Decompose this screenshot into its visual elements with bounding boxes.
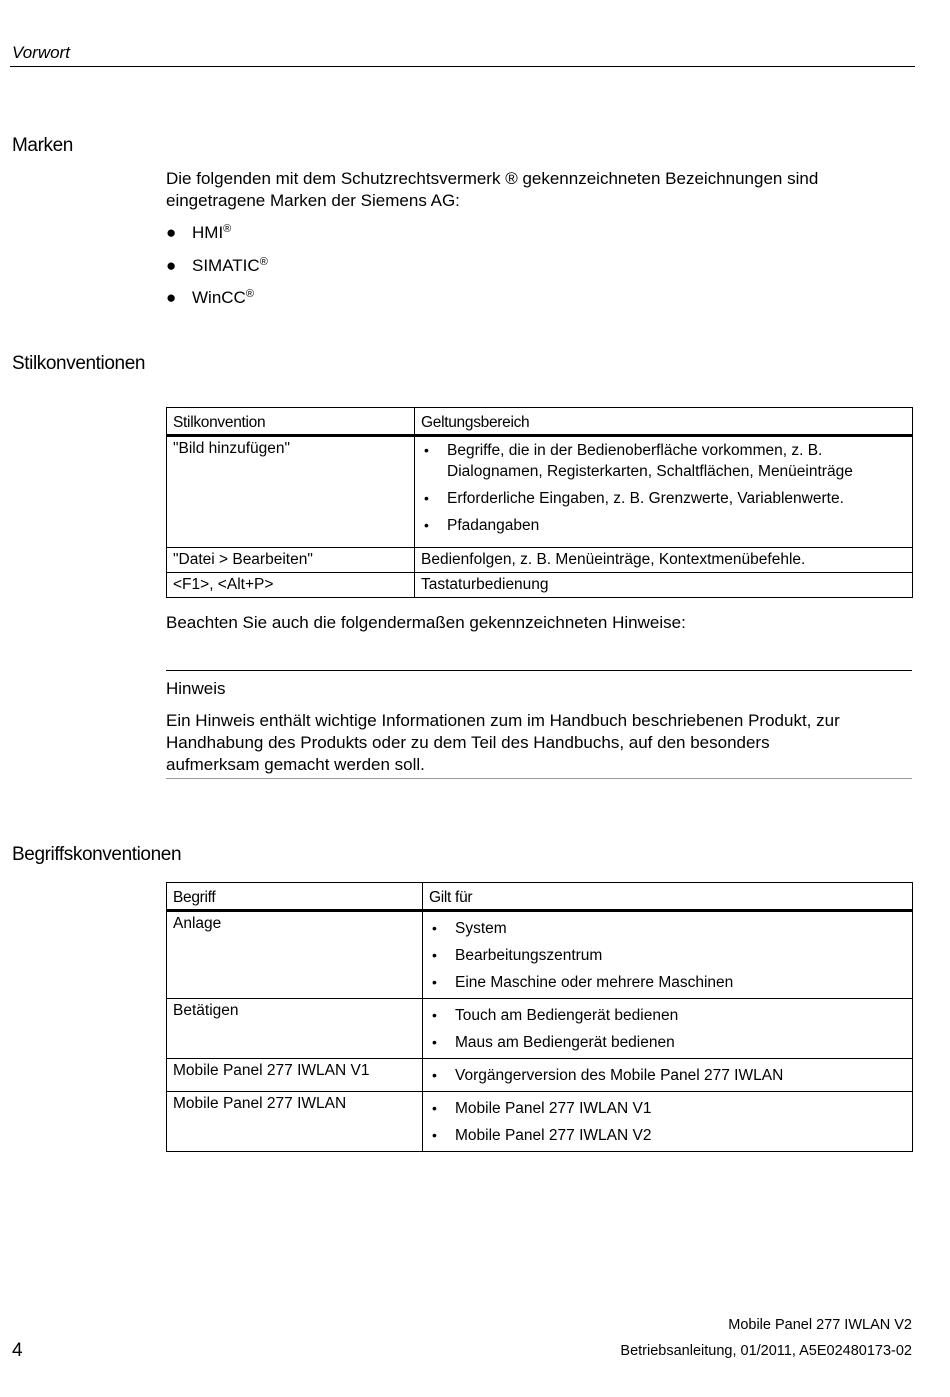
- table-cell: Anlage: [167, 911, 423, 999]
- list-item: • Eine Maschine oder mehrere Maschinen: [429, 972, 906, 993]
- list-item: • Pfadangaben: [421, 515, 906, 536]
- table-cell: Mobile Panel 277 IWLAN V1: [167, 1059, 423, 1092]
- footer-document: Betriebsanleitung, 01/2011, A5E02480173-02: [620, 1343, 912, 1359]
- table-cell: [415, 436, 913, 548]
- header-rule: [10, 66, 915, 67]
- bullet-icon: ●: [166, 288, 177, 307]
- running-header: Vorwort: [12, 43, 70, 62]
- section-heading-begriffskonventionen: Begriffskonventionen: [12, 844, 182, 865]
- bullet-list: [421, 440, 906, 536]
- registered-mark: ®: [259, 256, 268, 268]
- note-bottom-rule: [166, 778, 912, 779]
- table-cell: Betätigen: [167, 999, 423, 1059]
- table-row: [167, 999, 913, 1059]
- note-body: [166, 710, 840, 776]
- list-item: • Mobile Panel 277 IWLAN V1: [429, 1098, 906, 1119]
- marken-intro-line-1: Die folgenden mit dem Schutzrechtsvermerk ® gekennzeichneten Bezeichnungen sind: [166, 169, 819, 188]
- marken-intro: [166, 168, 818, 212]
- list-item: • Begriffe, die in der Bedienoberfläche vorkommen, z. B. Dialognamen, Registerkarten, Schaltflächen, Menüeinträge: [421, 440, 906, 482]
- table-cell: [423, 1059, 913, 1092]
- column-header: Stilkonvention: [167, 408, 415, 436]
- column-header: Begriff: [167, 883, 423, 911]
- table-cell: "Bild hinzufügen": [167, 436, 415, 548]
- trademark-item: [166, 256, 268, 276]
- bullet-list: [429, 1065, 906, 1086]
- bullet-list: [429, 1098, 906, 1146]
- stilkonventionen-table: [166, 407, 913, 598]
- table-row: [167, 911, 913, 999]
- marken-intro-line-2: eingetragene Marken der Siemens AG:: [166, 191, 460, 210]
- registered-mark: ®: [223, 223, 232, 235]
- footer-product: Mobile Panel 277 IWLAN V2: [728, 1317, 912, 1333]
- bullet-icon: ●: [166, 256, 177, 275]
- table-cell: Mobile Panel 277 IWLAN: [167, 1092, 423, 1152]
- list-item: • Touch am Bediengerät bedienen: [429, 1005, 906, 1026]
- table-cell: Bedienfolgen, z. B. Menüeinträge, Kontextmenübefehle.: [415, 548, 913, 573]
- trademark-item: [166, 288, 254, 308]
- note-title: Hinweis: [166, 679, 226, 698]
- table-cell: Tastaturbedienung: [415, 573, 913, 598]
- section-heading-stilkonventionen: Stilkonventionen: [12, 353, 146, 374]
- table-cell: [423, 999, 913, 1059]
- column-header: Gilt für: [423, 883, 913, 911]
- table-cell: [423, 911, 913, 999]
- registered-mark: ®: [245, 288, 254, 300]
- table-row: [167, 1059, 913, 1092]
- begriffskonventionen-table: [166, 882, 913, 1152]
- trademark-item: [166, 223, 231, 243]
- table-row: [167, 548, 913, 573]
- bullet-list: [429, 1005, 906, 1053]
- note-line: aufmerksam gemacht werden soll.: [166, 755, 425, 774]
- table-header-row: [167, 883, 913, 911]
- section-heading-marken: Marken: [12, 135, 73, 156]
- table-cell: <F1>, <Alt+P>: [167, 573, 415, 598]
- trademark-name: HMI: [192, 223, 224, 242]
- list-item: • Vorgängerversion des Mobile Panel 277 IWLAN: [429, 1065, 906, 1086]
- bullet-icon: ●: [166, 223, 177, 242]
- list-item: • Erforderliche Eingaben, z. B. Grenzwerte, Variablenwerte.: [421, 488, 906, 509]
- note-line: Ein Hinweis enthält wichtige Informationen zum im Handbuch beschriebenen Produkt, zur: [166, 711, 840, 730]
- table-cell: [423, 1092, 913, 1152]
- list-item: • Mobile Panel 277 IWLAN V2: [429, 1125, 906, 1146]
- list-item: • Bearbeitungszentrum: [429, 945, 906, 966]
- note-line: Handhabung des Produkts oder zu dem Teil des Handbuchs, auf den besonders: [166, 733, 770, 752]
- trademark-name: WinCC: [192, 288, 246, 307]
- column-header: Geltungsbereich: [415, 408, 913, 436]
- table-cell: "Datei > Bearbeiten": [167, 548, 415, 573]
- hinweis-intro: Beachten Sie auch die folgendermaßen gekennzeichneten Hinweise:: [166, 613, 686, 632]
- page-number: 4: [12, 1340, 23, 1361]
- list-item: • Maus am Bediengerät bedienen: [429, 1032, 906, 1053]
- note-top-rule: [166, 670, 912, 671]
- trademark-name: SIMATIC: [192, 256, 260, 275]
- table-row: [167, 436, 913, 548]
- table-row: [167, 1092, 913, 1152]
- table-row: [167, 573, 913, 598]
- table-header-row: [167, 408, 913, 436]
- bullet-list: [429, 918, 906, 993]
- list-item: • System: [429, 918, 906, 939]
